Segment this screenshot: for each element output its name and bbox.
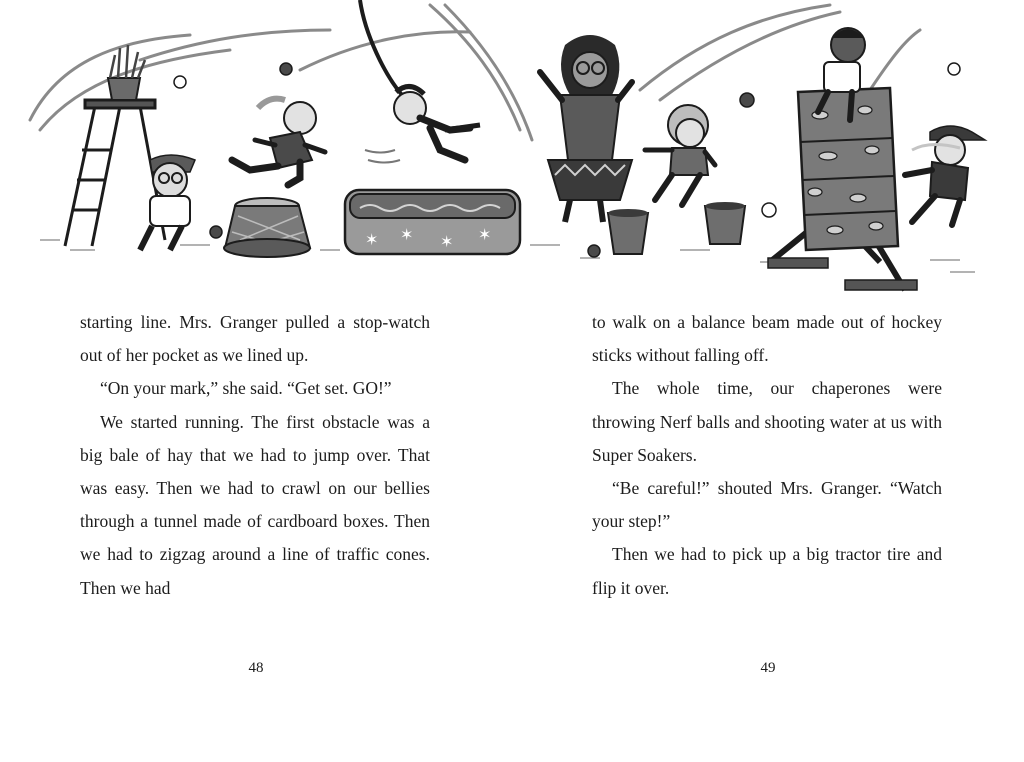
buckets [608, 202, 745, 254]
water-pool [345, 190, 520, 254]
kid-in-cap [905, 126, 985, 225]
right-page-text [592, 306, 942, 605]
kid-curly-hair [645, 105, 715, 205]
paragraph: Then we had to pick up a big tractor tire and flip it over. [592, 544, 942, 598]
paragraph: We started running. The first obstacle was a big bale of hay that we had to jump over. That was easy. Then we had to crawl on our bellies through a tunnel made of cardboard boxes. Then we had to zigzag around a line of traffic cones. Then we had [80, 411, 430, 598]
svg-text:✶: ✶ [365, 230, 379, 249]
right-page-number: 49 [760, 660, 776, 676]
svg-text:✶: ✶ [478, 225, 492, 244]
left-page-text [80, 306, 430, 605]
obstacle-course-illustration [0, 0, 1024, 300]
svg-text:✶: ✶ [400, 225, 414, 244]
paragraph: The whole time, our chaperones were throwing Nerf balls and shooting water at us with Super Soakers. [592, 378, 942, 465]
paragraph: “Be careful!” shouted Mrs. Granger. “Watch your step!” [592, 478, 942, 532]
climbing-wall [768, 88, 917, 290]
potted-plant [108, 45, 145, 100]
paragraph: “On your mark,” she said. “Get set. GO!” [100, 378, 392, 399]
svg-text:✶: ✶ [440, 232, 454, 251]
kid-crouching-glasses [140, 155, 195, 250]
paragraph: to walk on a balance beam made out of hockey sticks without falling off. [592, 312, 942, 366]
kid-jumping-ponytail [232, 99, 325, 185]
paragraph: starting line. Mrs. Granger pulled a stop-watch out of her pocket as we lined up. [80, 312, 430, 366]
ladder [65, 100, 165, 246]
motion-swooshes [30, 5, 920, 140]
left-page-number: 48 [248, 660, 264, 676]
chaperone-with-glasses [540, 35, 632, 222]
hay-bale [224, 198, 310, 257]
